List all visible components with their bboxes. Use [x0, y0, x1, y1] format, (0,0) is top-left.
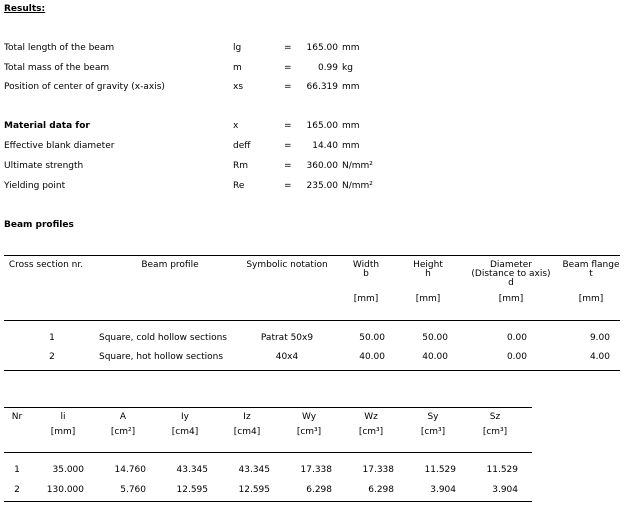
profiles-header-diameter-unit: [mm]: [498, 294, 524, 304]
profile-row-flange: 9.00: [589, 333, 610, 343]
material-symbol-deff: deff: [233, 141, 251, 151]
segments-header-nr: Nr: [11, 412, 23, 422]
material-value-rm: 360.00: [306, 161, 338, 171]
summary-value-length: 165.00: [306, 43, 338, 53]
summary-value-cog: 66.319: [306, 82, 338, 92]
profile-row-profile: Square, hot hollow sections: [99, 352, 224, 362]
segments-header-rule: [4, 452, 532, 453]
profile-row-symbolic: 40x4: [275, 352, 299, 362]
profile-row-nr: 2: [49, 352, 55, 362]
summary-value-mass: 0.99: [317, 63, 338, 73]
profile-row-width: 50.00: [359, 333, 385, 343]
profiles-header-height: Height: [413, 260, 443, 270]
material-eq-deff: =: [284, 141, 292, 151]
profiles-header-diameter-sub: (Distance to axis): [471, 269, 551, 279]
segments-header-li: li: [60, 412, 66, 422]
segments-header-li-unit: [mm]: [50, 427, 76, 437]
segments-header-iz: Iz: [243, 412, 251, 422]
segments-header-a-unit: [cm²]: [110, 427, 136, 437]
results-title: Results:: [4, 4, 46, 14]
summary-label-length: Total length of the beam: [4, 43, 115, 53]
profiles-header-diameter: Diameter: [489, 260, 533, 270]
material-heading-value: 165.00: [306, 121, 338, 131]
segment-row-li: 130.000: [46, 485, 84, 495]
profiles-top-rule: [4, 255, 620, 256]
material-heading-symbol: x: [233, 121, 239, 131]
segments-header-sy: Sy: [427, 412, 439, 422]
summary-symbol-cog: xs: [233, 82, 244, 92]
material-value-deff: 14.40: [312, 141, 338, 151]
material-label-re: Yielding point: [4, 181, 66, 191]
material-symbol-rm: Rm: [233, 161, 249, 171]
material-eq-rm: =: [284, 161, 292, 171]
profile-row-width: 40.00: [359, 352, 385, 362]
profiles-header-diameter-sym: d: [508, 278, 514, 288]
segment-row-wz: 17.338: [362, 465, 394, 475]
segments-top-rule: [4, 407, 532, 408]
profiles-header-rule: [4, 320, 620, 321]
segment-row-sz: 3.904: [492, 485, 518, 495]
material-symbol-re: Re: [233, 181, 245, 191]
profiles-header-symbolic: Symbolic notation: [246, 260, 328, 270]
material-label-deff: Effective blank diameter: [4, 141, 115, 151]
profiles-header-flange-unit: [mm]: [578, 294, 604, 304]
summary-label-mass: Total mass of the beam: [4, 63, 110, 73]
summary-unit-mass: kg: [342, 63, 353, 73]
material-unit-re: N/mm²: [342, 181, 373, 191]
segment-row-a: 14.760: [114, 465, 146, 475]
segment-row-iz: 12.595: [238, 485, 270, 495]
summary-symbol-length: lg: [233, 43, 242, 53]
segment-row-sy: 3.904: [430, 485, 456, 495]
material-heading: Material data for: [4, 121, 90, 131]
profiles-header-height-unit: [mm]: [415, 294, 441, 304]
segment-row-nr: 2: [14, 485, 20, 495]
segments-header-a: A: [119, 412, 127, 422]
segments-header-iy: Iy: [181, 412, 189, 422]
summary-label-cog: Position of center of gravity (x-axis): [4, 82, 165, 92]
segments-header-sz: Sz: [489, 412, 501, 422]
profile-row-height: 50.00: [422, 333, 448, 343]
material-unit-deff: mm: [342, 141, 360, 151]
material-heading-eq: =: [284, 121, 292, 131]
material-heading-unit: mm: [342, 121, 360, 131]
profiles-header-flange-sym: t: [589, 269, 593, 279]
profile-row-height: 40.00: [422, 352, 448, 362]
segments-header-wz: Wz: [364, 412, 378, 422]
segments-bottom-rule: [4, 501, 532, 502]
profiles-header-width-unit: [mm]: [353, 294, 379, 304]
material-value-re: 235.00: [306, 181, 338, 191]
profiles-header-cross-section: Cross section nr.: [8, 260, 84, 270]
segment-row-nr: 1: [14, 465, 20, 475]
summary-symbol-mass: m: [233, 63, 242, 73]
segment-row-iz: 43.345: [238, 465, 270, 475]
profile-row-profile: Square, cold hollow sections: [99, 333, 227, 343]
segments-header-iz-unit: [cm4]: [233, 427, 261, 437]
profiles-header-width: Width: [352, 260, 380, 270]
beam-profiles-heading: Beam profiles: [4, 220, 74, 230]
segments-header-iy-unit: [cm4]: [171, 427, 199, 437]
profile-row-diameter: 0.00: [506, 352, 527, 362]
segment-row-wy: 6.298: [306, 485, 332, 495]
segment-row-sy: 11.529: [424, 465, 456, 475]
summary-unit-cog: mm: [342, 82, 360, 92]
profile-row-nr: 1: [49, 333, 55, 343]
segment-row-sz: 11.529: [486, 465, 518, 475]
segments-header-sy-unit: [cm³]: [420, 427, 446, 437]
material-eq-re: =: [284, 181, 292, 191]
segments-header-wz-unit: [cm³]: [358, 427, 384, 437]
profiles-header-width-sym: b: [363, 269, 369, 279]
profile-row-symbolic: Patrat 50x9: [260, 333, 314, 343]
profiles-header-beam-profile: Beam profile: [141, 260, 199, 270]
profiles-header-height-sym: h: [425, 269, 431, 279]
segment-row-iy: 12.595: [176, 485, 208, 495]
summary-eq-cog: =: [284, 82, 292, 92]
profiles-bottom-rule: [4, 370, 620, 371]
segment-row-a: 5.760: [120, 485, 146, 495]
material-unit-rm: N/mm²: [342, 161, 373, 171]
segment-row-iy: 43.345: [176, 465, 208, 475]
summary-eq-length: =: [284, 43, 292, 53]
summary-eq-mass: =: [284, 63, 292, 73]
segment-row-wz: 6.298: [368, 485, 394, 495]
segment-row-wy: 17.338: [300, 465, 332, 475]
segments-header-wy: Wy: [301, 412, 317, 422]
segments-header-sz-unit: [cm³]: [482, 427, 508, 437]
profile-row-flange: 4.00: [589, 352, 610, 362]
summary-unit-length: mm: [342, 43, 360, 53]
profiles-header-flange: Beam flange: [562, 260, 620, 270]
profile-row-diameter: 0.00: [506, 333, 527, 343]
material-label-rm: Ultimate strength: [4, 161, 84, 171]
segment-row-li: 35.000: [52, 465, 84, 475]
segments-header-wy-unit: [cm³]: [296, 427, 322, 437]
